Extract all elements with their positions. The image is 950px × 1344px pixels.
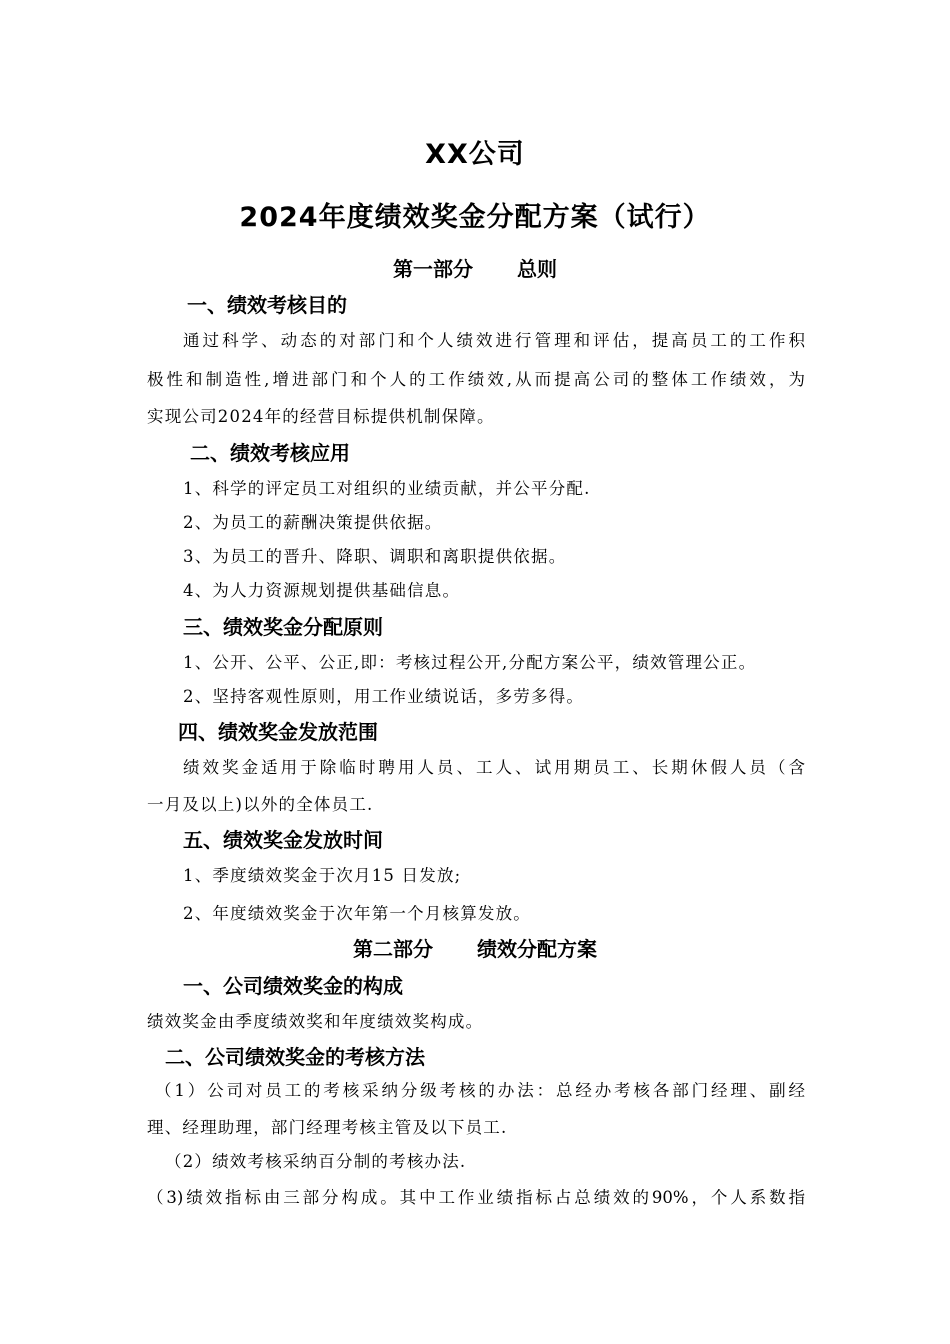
section-heading-principles: 三、绩效奖金分配原则 <box>183 615 383 639</box>
part-one-heading <box>0 253 950 282</box>
method-1-line-2: 理、经理助理，部门经理考核主管及以下员工. <box>147 1118 508 1137</box>
section-heading-application: 二、绩效考核应用 <box>190 441 350 465</box>
principles-item-2: 2、坚持客观性原则，用工作业绩说话，多劳多得。 <box>183 687 585 706</box>
part-one-name: 总则 <box>517 257 557 281</box>
part-two-heading <box>0 933 950 962</box>
application-item-4: 4、为人力资源规划提供基础信息。 <box>183 581 461 600</box>
section-heading-method: 二、公司绩效奖金的考核方法 <box>165 1045 425 1069</box>
method-2: （2）绩效考核采纳百分制的考核办法. <box>165 1152 467 1171</box>
method-1-line-1: （1）公司对员工的考核采纳分级考核的办法：总经办考核各部门经理、副经 <box>155 1081 805 1100</box>
part-one-label: 第一部分 <box>393 257 473 281</box>
application-item-3: 3、为员工的晋升、降职、调职和离职提供依据。 <box>183 547 567 566</box>
plan-title: 2024年度绩效奖金分配方案（试行） <box>239 202 711 233</box>
application-item-1: 1、科学的评定员工对组织的业绩贡献，并公平分配. <box>183 479 591 498</box>
scope-line-1: 绩效奖金适用于除临时聘用人员、工人、试用期员工、长期休假人员（含 <box>183 758 805 777</box>
principles-item-1: 1、公开、公平、公正,即：考核过程公开,分配方案公平，绩效管理公正。 <box>183 653 757 672</box>
company-title: XX公司 <box>425 139 525 170</box>
composition-text: 绩效奖金由季度绩效奖和年度绩效奖构成。 <box>147 1012 484 1031</box>
part-two-name: 绩效分配方案 <box>477 937 597 961</box>
application-item-2: 2、为员工的薪酬决策提供依据。 <box>183 513 443 532</box>
timing-item-2: 2、年度绩效奖金于次年第一个月核算发放。 <box>183 904 531 923</box>
method-3-line-1: （3)绩效指标由三部分构成。其中工作业绩指标占总绩效的90%，个人系数指 <box>147 1188 805 1207</box>
purpose-paragraph-line-3: 实现公司2024年的经营目标提供机制保障。 <box>147 407 495 426</box>
purpose-paragraph-line-2: 极性和制造性,增进部门和个人的工作绩效,从而提高公司的整体工作绩效，为 <box>147 370 805 389</box>
section-heading-timing: 五、绩效奖金发放时间 <box>183 828 383 852</box>
section-heading-purpose: 一、绩效考核目的 <box>187 293 347 317</box>
purpose-paragraph-line-1: 通过科学、动态的对部门和个人绩效进行管理和评估，提高员工的工作积 <box>183 331 805 350</box>
timing-item-1: 1、季度绩效奖金于次月15 日发放; <box>183 866 462 885</box>
part-two-label: 第二部分 <box>353 937 433 961</box>
scope-line-2: 一月及以上)以外的全体员工. <box>147 795 374 814</box>
section-heading-composition: 一、公司绩效奖金的构成 <box>183 974 403 998</box>
section-heading-scope: 四、绩效奖金发放范围 <box>178 720 378 744</box>
